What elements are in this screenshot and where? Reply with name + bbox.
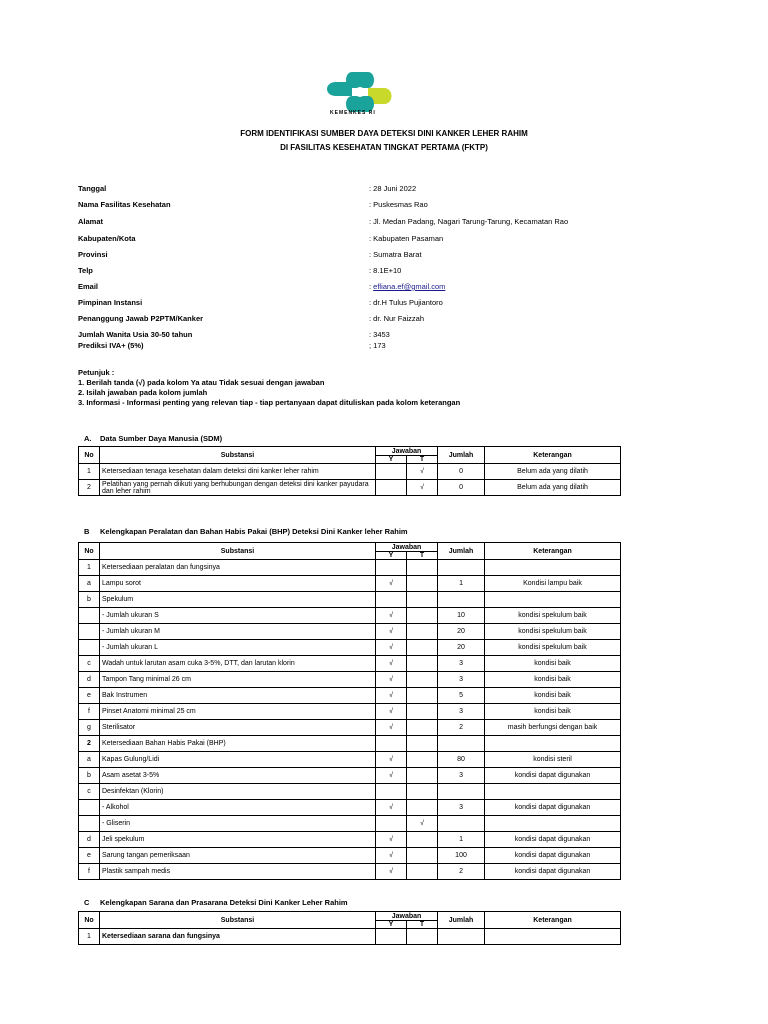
cell-keterangan[interactable]: masih berfungsi dengan baik <box>485 720 621 736</box>
cell-ya[interactable]: √ <box>376 672 407 688</box>
cell-keterangan[interactable] <box>485 816 621 832</box>
cell-no <box>79 816 100 832</box>
table-header <box>79 543 621 560</box>
table-row <box>79 720 621 736</box>
info-value: ; 173 <box>369 341 386 350</box>
cell-substansi: Pelatihan yang pernah diikuti yang berhubungan dengan deteksi dini kanker payudara dan leher rahim <box>100 480 376 496</box>
section-c-heading <box>84 898 348 907</box>
table-row <box>79 768 621 784</box>
header-t: T <box>419 920 425 928</box>
info-label: Tanggal <box>78 184 107 193</box>
cell-tidak[interactable] <box>407 864 438 880</box>
cell-jumlah[interactable]: 100 <box>438 848 485 864</box>
cell-ya[interactable]: √ <box>376 768 407 784</box>
cell-keterangan[interactable]: Kondisi lampu baik <box>485 576 621 592</box>
cell-no <box>79 640 100 656</box>
cell-ya[interactable]: √ <box>376 832 407 848</box>
email-prefix: : <box>369 282 374 291</box>
cell-tidak[interactable] <box>407 736 438 752</box>
cell-ya[interactable]: √ <box>376 704 407 720</box>
cell-tidak[interactable] <box>407 768 438 784</box>
table-header <box>79 447 621 464</box>
cell-tidak[interactable] <box>407 784 438 800</box>
cell-ya[interactable] <box>376 560 407 576</box>
cell-no: a <box>79 576 100 592</box>
table-row <box>79 784 621 800</box>
cell-substansi: Wadah untuk larutan asam cuka 3-5%, DTT, dan larutan klorin <box>100 656 376 672</box>
header-jumlah: Jumlah <box>438 912 485 929</box>
cell-keterangan[interactable] <box>485 592 621 608</box>
instruction-item: 1. Berilah tanda (√) pada kolom Ya atau Tidak sesuai dengan jawaban <box>78 378 325 387</box>
table-row <box>79 464 621 480</box>
header-jawaban <box>376 447 438 464</box>
cell-jumlah[interactable] <box>438 929 485 945</box>
form-title-line2: DI FASILITAS KESEHATAN TINGKAT PERTAMA (FKTP) <box>280 143 488 152</box>
cell-substansi: Bak Instrumen <box>100 688 376 704</box>
table-row <box>79 800 621 816</box>
cell-keterangan[interactable] <box>485 784 621 800</box>
section-a-heading <box>84 434 222 443</box>
cell-tidak[interactable] <box>407 640 438 656</box>
cell-ya[interactable]: √ <box>376 608 407 624</box>
table-row <box>79 864 621 880</box>
cell-no: c <box>79 656 100 672</box>
info-value: : 3453 <box>369 330 390 339</box>
header-keterangan: Keterangan <box>485 912 621 929</box>
cell-jumlah[interactable] <box>438 816 485 832</box>
cell-substansi: Plastik sampah medis <box>100 864 376 880</box>
cell-no: f <box>79 864 100 880</box>
cell-substansi: Spekulum <box>100 592 376 608</box>
info-label: Provinsi <box>78 250 108 259</box>
header-y: Y <box>376 552 407 559</box>
table-row <box>79 704 621 720</box>
cell-substansi: Ketersediaan sarana dan fungsinya <box>100 929 376 945</box>
section-letter: B <box>84 527 90 536</box>
header-jumlah: Jumlah <box>438 447 485 464</box>
section-title: Kelengkapan Peralatan dan Bahan Habis Pakai (BHP) Deteksi Dini Kanker leher Rahim <box>100 527 408 536</box>
cell-ya[interactable] <box>376 464 407 480</box>
cell-tidak[interactable] <box>407 624 438 640</box>
table-row <box>79 848 621 864</box>
table-body <box>79 929 621 945</box>
section-title: Kelengkapan Sarana dan Prasarana Deteksi Dini Kanker Leher Rahim <box>100 898 348 907</box>
cell-substansi: Desinfektan (Klorin) <box>100 784 376 800</box>
table-row <box>79 672 621 688</box>
cell-ya[interactable]: √ <box>376 752 407 768</box>
cell-ya[interactable]: √ <box>376 688 407 704</box>
cell-jumlah[interactable]: 3 <box>438 656 485 672</box>
cell-no: 1 <box>79 464 100 480</box>
info-label: Prediksi IVA+ (5%) <box>78 341 144 350</box>
info-label: Nama Fasilitas Kesehatan <box>78 200 171 209</box>
cell-jumlah[interactable] <box>438 560 485 576</box>
cell-keterangan[interactable]: kondisi baik <box>485 704 621 720</box>
header-jawaban-label: Jawaban <box>391 543 422 551</box>
info-label: Alamat <box>78 217 104 226</box>
cell-keterangan[interactable]: kondisi baik <box>485 656 621 672</box>
cell-tidak[interactable] <box>407 848 438 864</box>
table-row <box>79 688 621 704</box>
cell-ya[interactable]: √ <box>376 640 407 656</box>
instruction-item: 3. Informasi - Informasi penting yang relevan tiap - tiap pertanyaan dapat dituliskan pada kolom keterangan <box>78 398 461 407</box>
cell-ya[interactable] <box>376 816 407 832</box>
cell-jumlah[interactable] <box>438 592 485 608</box>
instruction-item: 2. Isilah jawaban pada kolom jumlah <box>78 388 208 397</box>
cell-no: a <box>79 752 100 768</box>
cell-keterangan[interactable]: kondisi dapat digunakan <box>485 768 621 784</box>
cell-keterangan[interactable]: kondisi dapat digunakan <box>485 848 621 864</box>
table-row <box>79 480 621 496</box>
cell-jumlah[interactable]: 0 <box>438 480 485 496</box>
cell-keterangan[interactable]: kondisi baik <box>485 688 621 704</box>
info-label: Jumlah Wanita Usia 30-50 tahun <box>78 330 193 339</box>
cell-keterangan[interactable]: kondisi dapat digunakan <box>485 864 621 880</box>
cell-ya[interactable]: √ <box>376 576 407 592</box>
header-keterangan: Keterangan <box>485 543 621 560</box>
cell-ya[interactable] <box>376 592 407 608</box>
info-value: : dr. Nur Faizzah <box>369 314 425 323</box>
cell-tidak[interactable] <box>407 608 438 624</box>
cell-jumlah[interactable]: 2 <box>438 720 485 736</box>
section-letter: C <box>84 898 90 907</box>
cell-substansi: Sarung tangan pemeriksaan <box>100 848 376 864</box>
cell-jumlah[interactable]: 3 <box>438 800 485 816</box>
header-no: No <box>79 447 100 464</box>
table-row <box>79 929 621 945</box>
header-y: Y <box>376 456 407 463</box>
cell-jumlah[interactable]: 20 <box>438 640 485 656</box>
cell-substansi: Lampu sorot <box>100 576 376 592</box>
cell-no: 1 <box>79 560 100 576</box>
cell-keterangan[interactable]: kondisi spekulum baik <box>485 624 621 640</box>
header-jawaban-label: Jawaban <box>391 447 422 455</box>
instructions-title: Petunjuk : <box>78 368 115 377</box>
table-sarana <box>78 911 621 945</box>
info-value: : 28 Juni 2022 <box>369 184 417 193</box>
cell-no <box>79 624 100 640</box>
cell-tidak[interactable] <box>407 576 438 592</box>
cell-ya[interactable] <box>376 929 407 945</box>
cell-substansi: - Jumlah ukuran M <box>100 624 376 640</box>
cell-tidak[interactable] <box>407 752 438 768</box>
cell-ya[interactable]: √ <box>376 848 407 864</box>
cell-no: g <box>79 720 100 736</box>
cell-jumlah[interactable]: 3 <box>438 768 485 784</box>
cell-substansi: Tampon Tang minimal 26 cm <box>100 672 376 688</box>
cell-keterangan[interactable] <box>485 929 621 945</box>
cell-ya[interactable]: √ <box>376 656 407 672</box>
header-substansi: Substansi <box>100 447 376 464</box>
table-row <box>79 560 621 576</box>
cell-no: c <box>79 784 100 800</box>
cell-substansi: - Alkohol <box>100 800 376 816</box>
info-label: Email <box>78 282 99 291</box>
cell-jumlah[interactable]: 1 <box>438 832 485 848</box>
cell-ya[interactable] <box>376 736 407 752</box>
header-jumlah: Jumlah <box>438 543 485 560</box>
cell-jumlah[interactable]: 80 <box>438 752 485 768</box>
cell-jumlah[interactable]: 2 <box>438 864 485 880</box>
cell-keterangan[interactable]: kondisi spekulum baik <box>485 608 621 624</box>
table-row <box>79 656 621 672</box>
cell-tidak[interactable] <box>407 720 438 736</box>
cell-jumlah[interactable]: 3 <box>438 672 485 688</box>
info-value: : Puskesmas Rao <box>369 200 428 209</box>
cell-no: 2 <box>79 736 100 752</box>
cell-tidak[interactable] <box>407 656 438 672</box>
table-row <box>79 752 621 768</box>
cell-ya[interactable] <box>376 784 407 800</box>
cell-substansi: - Jumlah ukuran L <box>100 640 376 656</box>
cell-tidak[interactable]: √ <box>407 464 438 480</box>
cell-tidak[interactable] <box>407 929 438 945</box>
cell-tidak[interactable] <box>407 592 438 608</box>
section-title: Data Sumber Daya Manusia (SDM) <box>100 434 223 443</box>
info-value: : dr.H Tulus Pujiantoro <box>369 298 443 307</box>
info-value: : 8.1E+10 <box>369 266 402 275</box>
header-substansi: Substansi <box>100 912 376 929</box>
header-y: Y <box>376 921 407 928</box>
cell-jumlah[interactable]: 20 <box>438 624 485 640</box>
cell-tidak[interactable] <box>407 832 438 848</box>
cell-jumlah[interactable]: 5 <box>438 688 485 704</box>
table-sdm <box>78 446 621 496</box>
table-row <box>79 736 621 752</box>
info-value: : Sumatra Barat <box>369 250 422 259</box>
cell-keterangan[interactable]: kondisi dapat digunakan <box>485 832 621 848</box>
cell-ya[interactable]: √ <box>376 720 407 736</box>
cell-ya[interactable] <box>376 480 407 496</box>
table-row <box>79 816 621 832</box>
cell-jumlah[interactable]: 1 <box>438 576 485 592</box>
table-peralatan <box>78 542 621 880</box>
section-letter: A. <box>84 434 92 443</box>
cell-keterangan[interactable] <box>485 560 621 576</box>
cell-keterangan[interactable]: Belum ada yang dilatih <box>485 464 621 480</box>
cell-tidak[interactable] <box>407 704 438 720</box>
cell-substansi: - Jumlah ukuran S <box>100 608 376 624</box>
cell-ya[interactable]: √ <box>376 864 407 880</box>
cell-tidak[interactable] <box>407 688 438 704</box>
header-jawaban-label: Jawaban <box>391 912 422 920</box>
cell-no: f <box>79 704 100 720</box>
cell-jumlah[interactable] <box>438 736 485 752</box>
cell-no: d <box>79 672 100 688</box>
cell-tidak[interactable] <box>407 672 438 688</box>
cell-tidak[interactable]: √ <box>407 480 438 496</box>
info-value <box>369 282 445 291</box>
cell-keterangan[interactable]: kondisi spekulum baik <box>485 640 621 656</box>
table-row <box>79 592 621 608</box>
form-title-line1: FORM IDENTIFIKASI SUMBER DAYA DETEKSI DINI KANKER LEHER RAHIM <box>240 129 528 138</box>
cell-no: 2 <box>79 480 100 496</box>
info-label: Kabupaten/Kota <box>78 234 136 243</box>
cell-ya[interactable]: √ <box>376 624 407 640</box>
header-t: T <box>419 455 425 463</box>
cell-jumlah[interactable]: 10 <box>438 608 485 624</box>
cell-substansi: Sterilisator <box>100 720 376 736</box>
cell-substansi: Ketersediaan Bahan Habis Pakai (BHP) <box>100 736 376 752</box>
table-row <box>79 640 621 656</box>
cell-no: e <box>79 688 100 704</box>
instructions <box>78 368 460 408</box>
cell-tidak[interactable] <box>407 560 438 576</box>
table-row <box>79 608 621 624</box>
cell-substansi: Pinset Anatomi minimal 25 cm <box>100 704 376 720</box>
cell-jumlah[interactable] <box>438 784 485 800</box>
cell-no: b <box>79 768 100 784</box>
cell-substansi: Ketersediaan tenaga kesehatan dalam deteksi dini kanker leher rahim <box>100 464 376 480</box>
info-label: Telp <box>78 266 93 275</box>
header-substansi: Substansi <box>100 543 376 560</box>
table-row <box>79 832 621 848</box>
info-value: : Kabupaten Pasaman <box>369 234 444 243</box>
header-no: No <box>79 543 100 560</box>
info-label: Penanggung Jawab P2PTM/Kanker <box>78 314 204 323</box>
cell-keterangan[interactable]: kondisi baik <box>485 672 621 688</box>
header-jawaban <box>376 543 438 560</box>
cell-tidak[interactable] <box>407 800 438 816</box>
cell-keterangan[interactable]: kondisi dapat digunakan <box>485 800 621 816</box>
cell-keterangan[interactable]: Belum ada yang dilatih <box>485 480 621 496</box>
header-t: T <box>419 551 425 559</box>
cell-substansi: Asam asetat 3-5% <box>100 768 376 784</box>
table-body <box>79 560 621 880</box>
cell-substansi: Kapas Gulung/Lidi <box>100 752 376 768</box>
cell-substansi: Ketersediaan peralatan dan fungsinya <box>100 560 376 576</box>
cell-no: b <box>79 592 100 608</box>
table-body <box>79 464 621 496</box>
table-row <box>79 576 621 592</box>
cell-substansi: - Gliserin <box>100 816 376 832</box>
cell-ya[interactable]: √ <box>376 800 407 816</box>
cell-jumlah[interactable]: 3 <box>438 704 485 720</box>
cell-no <box>79 608 100 624</box>
cell-no <box>79 800 100 816</box>
section-b-heading <box>84 527 408 536</box>
cell-no: e <box>79 848 100 864</box>
cell-no: d <box>79 832 100 848</box>
cell-substansi: Jeli spekulum <box>100 832 376 848</box>
cell-jumlah[interactable]: 0 <box>438 464 485 480</box>
header-jawaban <box>376 912 438 929</box>
email-link[interactable]: efliana.ef@gmail.com <box>373 282 446 291</box>
logo-text: KEMENKES RI <box>330 110 376 116</box>
info-label: Pimpinan Instansi <box>78 298 143 307</box>
cell-no: 1 <box>79 929 100 945</box>
table-row <box>79 624 621 640</box>
cell-keterangan[interactable]: kondisi steril <box>485 752 621 768</box>
info-value: : Jl. Medan Padang, Nagari Tarung-Tarung, Kecamatan Rao <box>369 217 569 226</box>
table-header <box>79 912 621 929</box>
header-no: No <box>79 912 100 929</box>
cell-keterangan[interactable] <box>485 736 621 752</box>
header-keterangan: Keterangan <box>485 447 621 464</box>
cell-tidak[interactable]: √ <box>407 816 438 832</box>
